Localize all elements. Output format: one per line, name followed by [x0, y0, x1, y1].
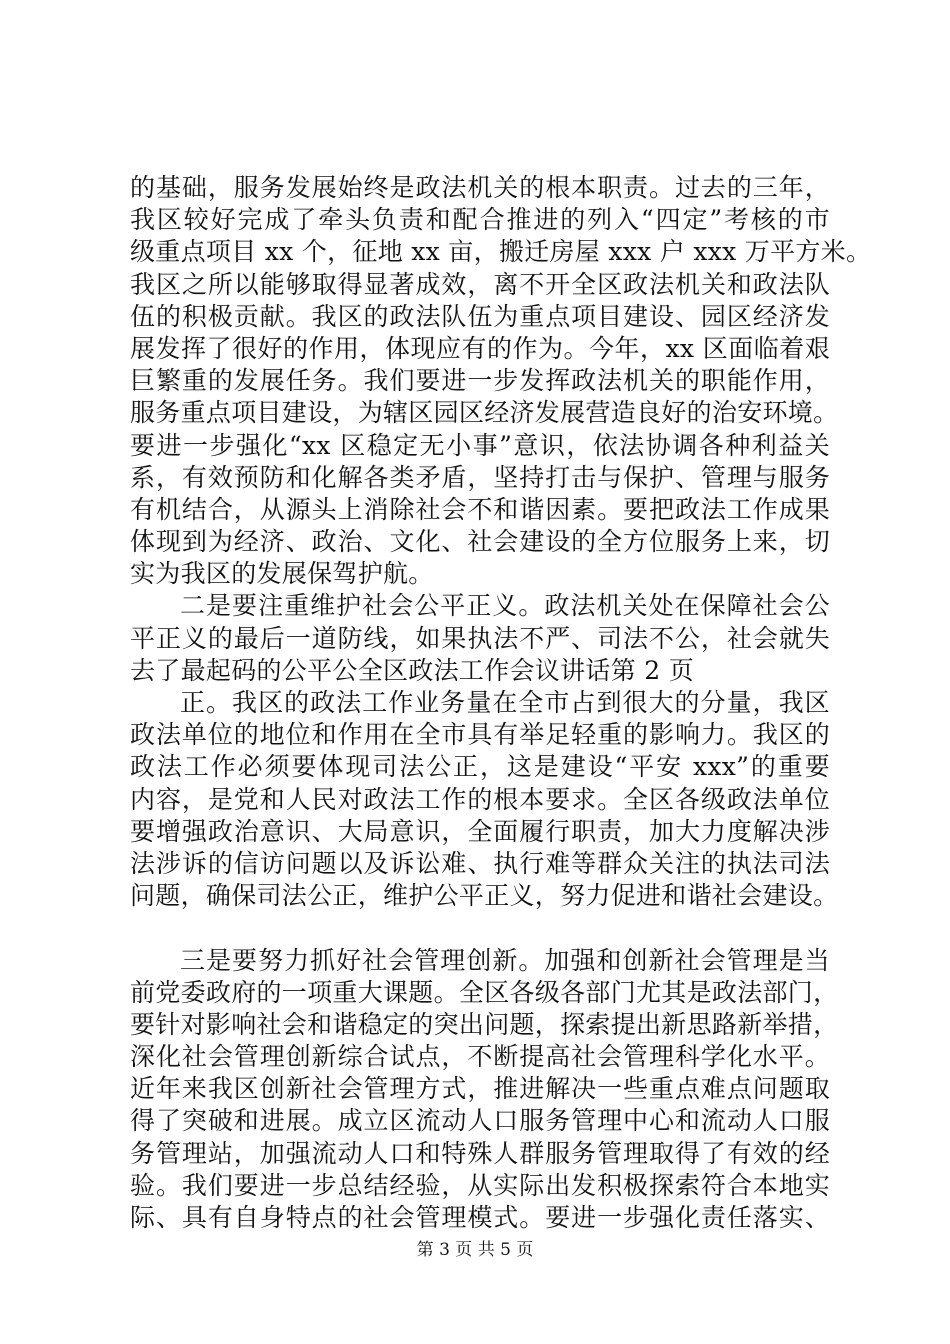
text-line: 内容，是党和人民对政法工作的根本要求。全区各级政法单位: [130, 784, 830, 814]
text-line: 三是要努力抓好社会管理创新。加强和创新社会管理是当: [180, 945, 830, 975]
text-line: 正。我区的政法工作业务量在全市占到很大的分量，我区: [180, 688, 830, 717]
text-line: 我区较好完成了牵头负责和配合推进的列入“四定”考核的市: [130, 205, 830, 235]
text-line: 深化社会管理创新综合试点，不断提高社会管理科学化水平。: [130, 1042, 830, 1072]
text-line: 法涉诉的信访问题以及诉讼难、执行难等群众关注的执法司法: [130, 848, 830, 878]
text-line: 的基础，服务发展始终是政法机关的根本职责。过去的三年，: [130, 173, 830, 202]
text-line: 有机结合，从源头上消除社会不和谐因素。要把政法工作成果: [130, 494, 830, 524]
text-line: 政法单位的地位和作用在全市具有举足轻重的影响力。我区的: [130, 720, 830, 750]
text-line: 级重点项目 xx 个，征地 xx 亩，搬迁房屋 xxx 户 xxx 万平方米。: [130, 237, 872, 267]
text-line: 体现到为经济、政治、文化、社会建设的全方位服务上来，切: [130, 527, 830, 557]
text-line: 去了最起码的公平公全区政法工作会议讲话第 2 页: [130, 655, 695, 685]
text-line: 要针对影响社会和谐稳定的突出问题，探索提出新思路新举措，: [130, 1009, 839, 1039]
text-line: 实为我区的发展保驾护航。: [130, 559, 434, 589]
text-line: 得了突破和进展。成立区流动人口服务管理中心和流动人口服: [130, 1106, 830, 1136]
text-line: 问题，确保司法公正，维护公平正义，努力促进和谐社会建设。: [130, 881, 839, 911]
page-number-footer: 第 3 页 共 5 页: [416, 1240, 534, 1260]
text-line: 二是要注重维护社会公平正义。政法机关处在保障社会公: [180, 591, 830, 621]
text-line: 系，有效预防和化解各类矛盾，坚持打击与保护、管理与服务: [130, 462, 830, 492]
text-line: 际、具有自身特点的社会管理模式。要进一步强化责任落实、: [130, 1203, 830, 1232]
text-line: 展发挥了很好的作用，体现应有的作为。今年，xx 区面临着艰: [130, 333, 830, 363]
text-line: 伍的积极贡献。我区的政法队伍为重点项目建设、园区经济发: [130, 301, 830, 331]
text-line: 巨繁重的发展任务。我们要进一步发挥政法机关的职能作用，: [130, 366, 830, 396]
text-line: 我区之所以能够取得显著成效，离不开全区政法机关和政法队: [130, 269, 830, 299]
text-line: 验。我们要进一步总结经验，从实际出发积极探索符合本地实: [130, 1170, 830, 1200]
text-line: 近年来我区创新社会管理方式，推进解决一些重点难点问题取: [130, 1074, 830, 1104]
text-line: 务管理站，加强流动人口和特殊人群服务管理取得了有效的经: [130, 1138, 830, 1168]
text-line: 前党委政府的一项重大课题。全区各级各部门尤其是政法部门，: [130, 977, 839, 1007]
text-line: 要增强政治意识、大局意识，全面履行职责，加大力度解决涉: [130, 816, 830, 846]
text-line: 平正义的最后一道防线，如果执法不严、司法不公，社会就失: [130, 623, 830, 653]
text-line: 服务重点项目建设，为辖区园区经济发展营造良好的治安环境。: [130, 398, 839, 428]
text-line: 要进一步强化“xx 区稳定无小事”意识，依法协调各种利益关: [130, 430, 830, 460]
document-body: [130, 172, 872, 1234]
paragraph-spacer: [130, 912, 830, 944]
text-line: 政法工作必须要体现司法公正，这是建设“平安 xxx”的重要: [130, 752, 830, 782]
